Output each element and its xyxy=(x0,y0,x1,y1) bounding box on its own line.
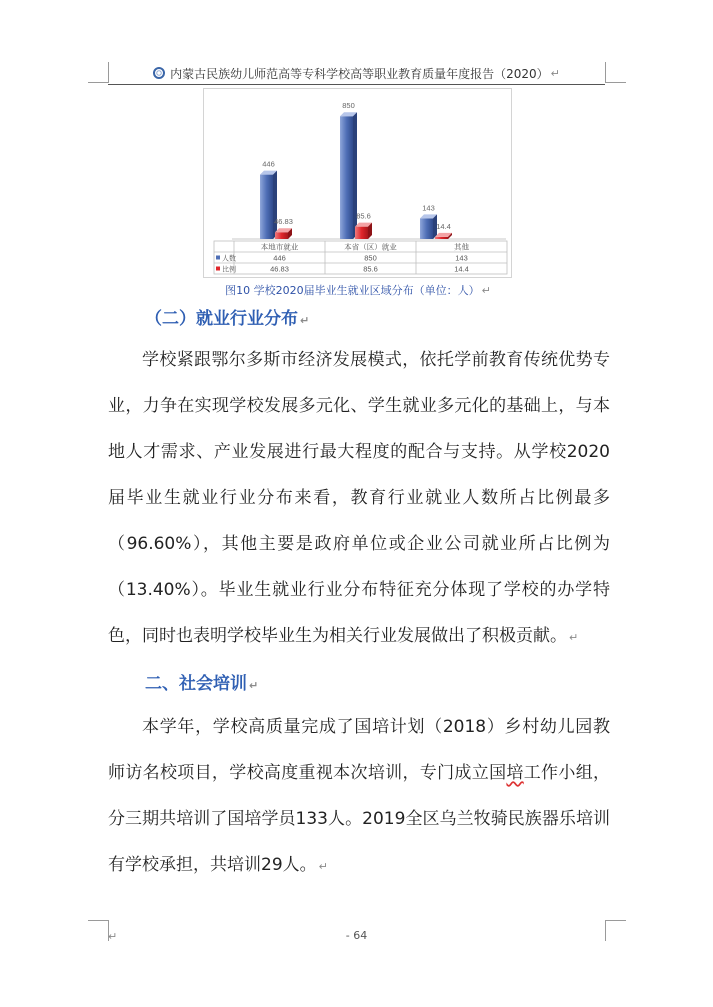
section-heading-training xyxy=(145,669,258,694)
bar-人数-1 xyxy=(340,116,353,239)
footer-paragraph-mark: ↵ xyxy=(108,930,118,943)
chart-figure[interactable] xyxy=(203,88,512,278)
data-table-cell: 85.6 xyxy=(363,264,378,274)
training-paragraph-text-b: 工作小组，分三期共培训了国培学员133人。2019全区乌兰牧骑民族器乐培训有学校承担，共培训29人。 xyxy=(108,763,611,875)
paragraph-mark: ↵ xyxy=(550,66,560,80)
paragraph-mark: ↵ xyxy=(481,284,491,297)
legend-swatch-比例 xyxy=(216,267,220,271)
page-header xyxy=(108,62,605,85)
bar-side-人数-0 xyxy=(273,171,277,239)
crop-mark-bottom-right xyxy=(605,920,626,941)
bar-比例-0 xyxy=(275,232,288,239)
data-label-比例-2: 14.4 xyxy=(436,221,451,231)
data-label-人数-0: 446 xyxy=(262,159,275,169)
data-label-人数-2: 143 xyxy=(422,203,435,213)
section-heading-industry xyxy=(145,304,309,329)
page-number: - 64 xyxy=(345,929,368,942)
training-paragraph-text-a: 本学年，学校高质量完成了国培计划（2018）乡村幼儿园教师访名校项目，学校高度重视本次培训，专门成立国 xyxy=(108,717,610,783)
data-table-cell: 46.83 xyxy=(270,264,289,274)
crop-mark-top-left xyxy=(88,62,109,83)
data-label-比例-1: 85.6 xyxy=(356,211,371,221)
category-tick-label: 本地市就业 xyxy=(260,242,299,252)
data-table-cell: 14.4 xyxy=(454,264,469,274)
bar-人数-2 xyxy=(420,218,433,239)
paragraph-mark: ↵ xyxy=(569,631,579,644)
paragraph-mark: ↵ xyxy=(318,860,328,873)
legend-label-人数: 人数 xyxy=(222,254,236,263)
section-heading-training-text: 二、社会培训 xyxy=(145,674,247,694)
paragraph-mark: ↵ xyxy=(249,679,259,692)
legend-label-比例: 比例 xyxy=(222,265,236,274)
school-logo-icon xyxy=(153,67,165,79)
bar-比例-2 xyxy=(435,237,448,239)
employment-region-chart xyxy=(204,89,511,277)
figure-caption-text: 图10 学校2020届毕业生就业区域分布（单位：人） xyxy=(225,284,480,297)
crop-mark-top-right xyxy=(605,62,626,83)
data-table-cell: 850 xyxy=(364,253,377,263)
legend-swatch-人数 xyxy=(216,256,220,260)
bar-人数-0 xyxy=(260,175,273,239)
data-table-cell: 446 xyxy=(273,253,286,263)
industry-paragraph-text: 学校紧跟鄂尔多斯市经济发展模式，依托学前教育传统优势专业，力争在实现学校发展多元化、学生就业多元化的基础上，与本地人才需求、产业发展进行最大程度的配合与支持。从学校2020届毕业生就业行业分布来看，教育行业就业人数所占比例最多（96.60%），其他主要是政府单位或企业公司就业所占比例为（13.40%）。毕业生就业行业分布特征充分体现了学校的办学特色，同时也表明学校毕业生为相关行业发展做出了积极贡献。 xyxy=(108,350,610,646)
industry-paragraph xyxy=(108,337,610,661)
paragraph-mark: ↵ xyxy=(300,314,310,327)
category-tick-label: 其他 xyxy=(454,242,469,252)
training-paragraph xyxy=(108,704,610,890)
section-heading-industry-text: （二）就业行业分布 xyxy=(145,309,298,329)
bar-比例-1 xyxy=(355,227,368,239)
data-label-比例-0: 46.83 xyxy=(274,217,293,227)
data-table-cell: 143 xyxy=(455,253,468,263)
data-label-人数-1: 850 xyxy=(342,101,355,111)
category-tick-label: 本省（区）就业 xyxy=(344,242,397,252)
figure-caption xyxy=(203,282,513,298)
page-footer xyxy=(108,929,605,942)
spellcheck-underlined-word: 培 xyxy=(506,763,524,783)
header-title: 内蒙古民族幼儿师范高等专科学校高等职业教育质量年度报告（2020） xyxy=(170,66,549,81)
crop-mark-bottom-left xyxy=(88,920,109,941)
